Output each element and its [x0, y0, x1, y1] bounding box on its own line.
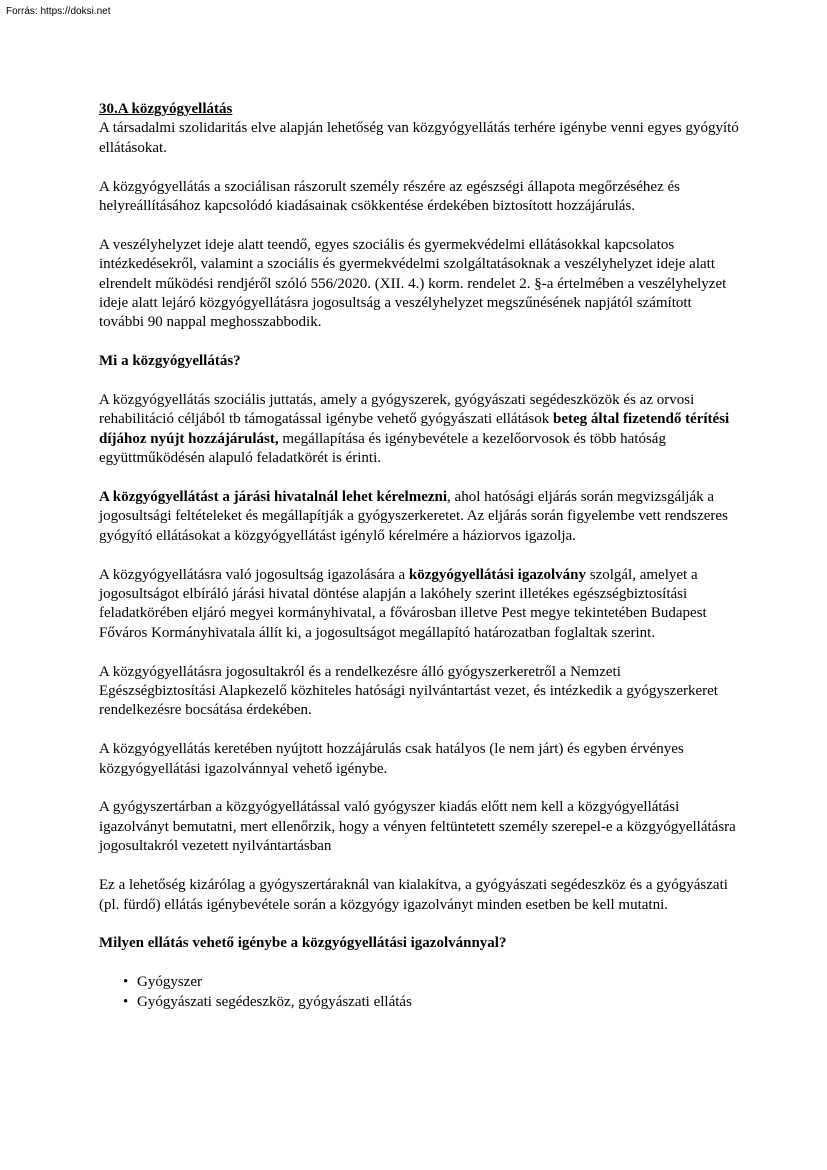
paragraph-validity: A közgyógyellátás keretében nyújtott hozzájárulás csak hatályos (le nem járt) és egyben érvényes közgyógyellátási igazolvánnyal vehető igénybe. — [99, 741, 684, 777]
paragraph-application: A közgyógyellátást a járási hivatalnál lehet kérelmezni, ahol hatósági eljárás során megvizsgálják a jogosultsági feltételeket és megállapítják a gyógyszerkeretet. Az eljárás során figyelembe vett rendszeres gyógyító ellátásokat a közgyógyellátást igénylő kérelmére a háziorvos igazolja. — [99, 489, 728, 544]
document-page — [99, 100, 739, 1012]
bullet-icon: • — [123, 974, 129, 991]
paragraph-exception: Ez a lehetőség kizárólag a gyógyszertáraknál van kialakítva, a gyógyászati segédeszköz és a gyógyászati (pl. fürdő) ellátás igénybevétele során a közgyógy igazolványt minden esetben be kell mutatni. — [99, 877, 728, 913]
services-list — [99, 973, 739, 1012]
bold-certificate: közgyógyellátási igazolvány — [408, 566, 586, 583]
bold-contribution: beteg által fizetendő térítési díjához nyújt hozzájárulást, — [99, 411, 730, 447]
paragraph-registry: A közgyógyellátásra jogosultakról és a rendelkezésre álló gyógyszerkeretről a Nemzeti Egészségbiztosítási Alapkezelő közhiteles hatósági nyilvántartást vezet, és intézkedik a gyógyszerkeret rendelkezésre bocsátása érdekében. — [99, 663, 718, 719]
document-title: 30.A közgyógyellátás — [99, 101, 233, 117]
paragraph-certificate: A közgyógyellátásra való jogosultság igazolására a közgyógyellátási igazolvány szolgál, amelyet a jogosultságot elbíráló járási hivatal döntése alapján a lakóhely szerint illetékes egészségbiztosítási feladatkörében eljáró megyei kormányhivatal, a fővárosban illetve Pest megye tekintetében Budapest Főváros Kormányhivatala állít ki, a jogosultságot megállapító határozatban foglaltak szerint. — [99, 566, 707, 641]
source-label: Forrás: https://doksi.net — [6, 6, 111, 17]
bold-application: A közgyógyellátást a járási hivatalnál lehet kérelmezni — [99, 489, 448, 506]
heading-services: Milyen ellátás vehető igénybe a közgyógyellátási igazolvánnyal? — [99, 935, 507, 952]
heading-what-is: Mi a közgyógyellátás? — [99, 353, 241, 370]
paragraph-definition: A közgyógyellátás a szociálisan rászorult személy részére az egészségi állapota megőrzéséhez és helyreállításához kapcsolódó kiadásainak csökkentése érdekében biztosított hozzájárulás. — [99, 178, 680, 215]
list-item: • Gyógyászati segédeszköz, gyógyászati ellátás — [99, 993, 739, 1012]
paragraph-social-benefit: A közgyógyellátás szociális juttatás, amely a gyógyszerek, gyógyászati segédeszközök és az orvosi rehabilitáció céljából tb támogatással igénybe vehető gyógyászati ellátások beteg által fizetendő térítési díjához nyújt hozzájárulást, megállapítása és igénybevétele a kezelőorvosok és több hatóság együttműködésén alapuló feladatkörét is érinti. — [99, 392, 730, 467]
list-item: • Gyógyszer — [99, 973, 739, 992]
bullet-icon: • — [123, 993, 129, 1010]
intro-paragraph: A társadalmi szolidaritás elve alapján lehetőség van közgyógyellátás terhére igénybe venni egyes gyógyító ellátásokat. — [99, 120, 739, 156]
paragraph-emergency: A veszélyhelyzet ideje alatt teendő, egyes szociális és gyermekvédelmi ellátásokkal kapcsolatos intézkedésekről, valamint a szociális és gyermekvédelmi szolgáltatásoknak a veszélyhelyzet ideje alatt elrendelt működési rendjéről szóló 556/2020. (XII. 4.) korm. rendelet 2. §-a értelmében a veszélyhelyzet ideje alatt lejáró közgyógyellátásra jogosultság a veszélyhelyzet megszűnésének napjától számított további 90 nappal meghosszabbodik. — [99, 236, 727, 331]
paragraph-pharmacy: A gyógyszertárban a közgyógyellátással való gyógyszer kiadás előtt nem kell a közgyógyellátási igazolványt bemutatni, mert ellenőrzik, hogy a vényen feltüntetett személy szerepel-e a közgyógyellátásra jogosultakról vezetett nyilvántartásban — [99, 799, 736, 855]
